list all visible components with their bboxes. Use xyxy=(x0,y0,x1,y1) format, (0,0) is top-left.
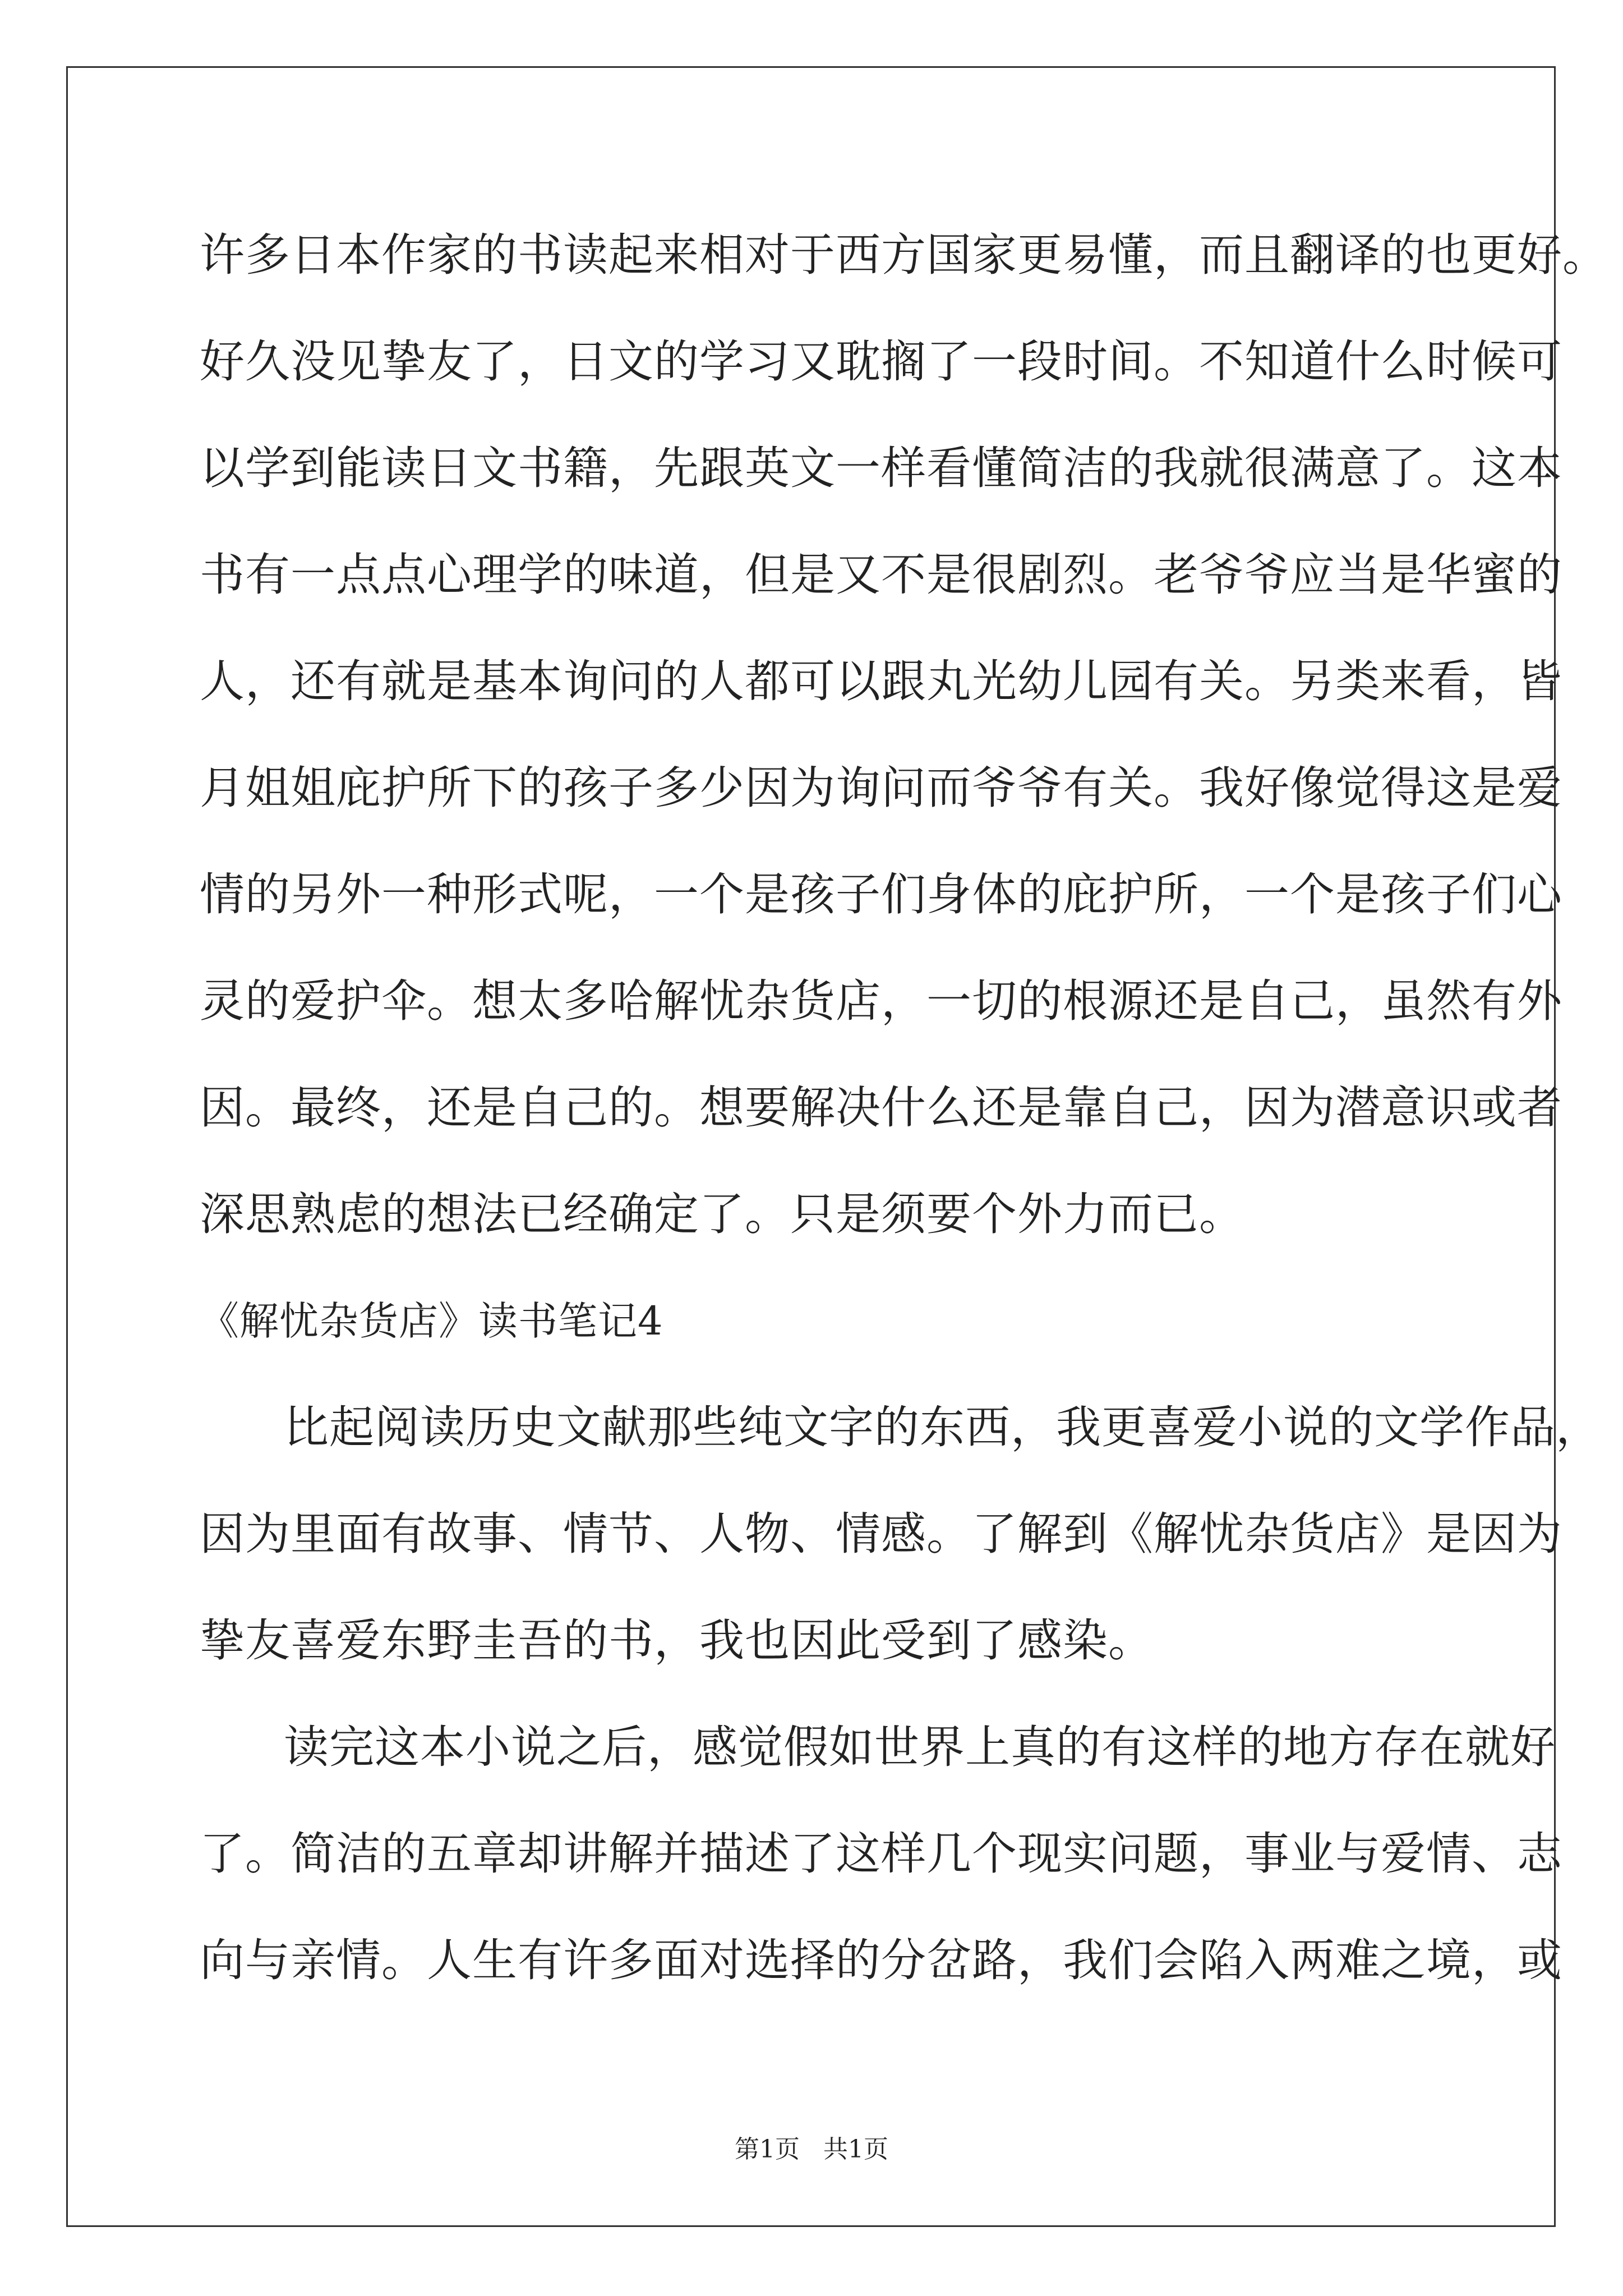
text-line: 灵的爱护伞。想太多哈解忧杂货店，一切的根源还是自己，虽然有外 xyxy=(200,975,1562,1027)
text-line: 书有一点点心理学的味道，但是又不是很剧烈。老爷爷应当是华蜜的 xyxy=(200,549,1562,601)
paragraph-start: 读完这本小说之后，感觉假如世界上真的有这样的地方存在就好 xyxy=(284,1721,1556,1773)
text-line: 许多日本作家的书读起来相对于西方国家更易懂，而且翻译的也更好。 xyxy=(200,229,1608,281)
text-line: 深思熟虑的想法已经确定了。只是须要个外力而已。 xyxy=(200,1188,1244,1240)
page-number-footer: 第1页 共1页 xyxy=(735,2135,888,2164)
text-line: 月姐姐庇护所下的孩子多少因为询问而爷爷有关。我好像觉得这是爱 xyxy=(200,762,1562,814)
paragraph-start: 比起阅读历史文献那些纯文字的东西，我更喜爱小说的文学作品， xyxy=(284,1401,1601,1453)
text-line: 挚友喜爱东野圭吾的书，我也因此受到了感染。 xyxy=(200,1614,1154,1667)
text-line: 因。最终，还是自己的。想要解决什么还是靠自己，因为潜意识或者 xyxy=(200,1082,1562,1134)
text-line: 向与亲情。人生有许多面对选择的分岔路，我们会陷入两难之境，或 xyxy=(200,1934,1562,1986)
text-line: 好久没见挚友了，日文的学习又耽搁了一段时间。不知道什么时候可 xyxy=(200,335,1562,388)
section-heading: 《解忧杂货店》读书笔记4 xyxy=(200,1298,663,1344)
text-line: 了。简洁的五章却讲解并描述了这样几个现实问题，事业与爱情、志 xyxy=(200,1828,1562,1880)
text-line: 人，还有就是基本询问的人都可以跟丸光幼儿园有关。另类来看，皆 xyxy=(200,655,1562,707)
text-line: 以学到能读日文书籍，先跟英文一样看懂简洁的我就很满意了。这本 xyxy=(200,442,1562,494)
text-line: 因为里面有故事、情节、人物、情感。了解到《解忧杂货店》是因为 xyxy=(200,1508,1562,1560)
document-body xyxy=(200,202,1608,2014)
text-line: 情的另外一种形式呢，一个是孩子们身体的庇护所，一个是孩子们心 xyxy=(200,868,1562,921)
